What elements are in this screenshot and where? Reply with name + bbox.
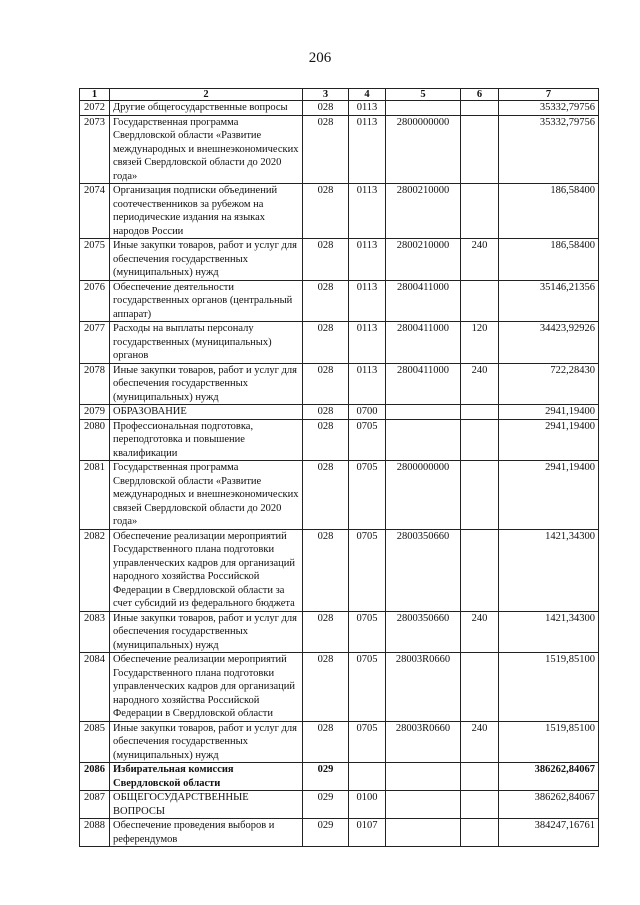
amount-cell: 2941,19400 — [499, 419, 599, 461]
item-name-cell: Избирательная комиссия Свердловской области — [110, 763, 303, 791]
section-code-cell: 0705 — [349, 611, 386, 653]
department-code-cell: 028 — [303, 721, 349, 763]
department-code-cell: 028 — [303, 184, 349, 239]
section-code-cell: 0705 — [349, 529, 386, 611]
table-row — [80, 611, 599, 653]
target-article-code-cell — [386, 101, 461, 116]
item-name-cell: Государственная программа Свердловской области «Развитие международных и внешнеэкономических связей Свердловской области до 2020 года» — [110, 115, 303, 184]
target-article-code-cell: 2800210000 — [386, 184, 461, 239]
item-name-cell: Организация подписки объединений соотечественников за рубежом на периодические издания на языках народов России — [110, 184, 303, 239]
row-number-cell: 2082 — [80, 529, 110, 611]
section-code-cell: 0107 — [349, 819, 386, 847]
row-number-cell: 2081 — [80, 461, 110, 530]
row-number-cell: 2087 — [80, 791, 110, 819]
row-number-cell: 2080 — [80, 419, 110, 461]
target-article-code-cell — [386, 819, 461, 847]
row-number-cell: 2083 — [80, 611, 110, 653]
target-article-code-cell: 28003R0660 — [386, 721, 461, 763]
target-article-code-cell: 2800000000 — [386, 461, 461, 530]
target-article-code-cell — [386, 419, 461, 461]
row-number-cell: 2077 — [80, 322, 110, 364]
header-col-6: 6 — [461, 89, 499, 101]
table-header-row — [80, 89, 599, 101]
item-name-cell: Обеспечение реализации мероприятий Государственного плана подготовки управленческих кадров для организаций народного хозяйства Российской Федерации в Свердловской области — [110, 653, 303, 722]
table-row — [80, 653, 599, 722]
row-number-cell: 2072 — [80, 101, 110, 116]
item-name-cell: Обеспечение деятельности государственных органов (центральный аппарат) — [110, 280, 303, 322]
amount-cell: 2941,19400 — [499, 461, 599, 530]
header-col-7: 7 — [499, 89, 599, 101]
item-name-cell: ОБРАЗОВАНИЕ — [110, 405, 303, 420]
table-row — [80, 819, 599, 847]
target-article-code-cell: 2800350660 — [386, 529, 461, 611]
item-name-cell: Профессиональная подготовка, переподготовка и повышение квалификации — [110, 419, 303, 461]
amount-cell: 35332,79756 — [499, 101, 599, 116]
department-code-cell: 029 — [303, 819, 349, 847]
expense-type-code-cell — [461, 819, 499, 847]
section-code-cell: 0113 — [349, 280, 386, 322]
section-code-cell: 0705 — [349, 461, 386, 530]
section-code-cell: 0113 — [349, 322, 386, 364]
amount-cell: 1421,34300 — [499, 611, 599, 653]
item-name-cell: Обеспечение реализации мероприятий Государственного плана подготовки управленческих кадров для организаций народного хозяйства Российской Федерации в Свердловской области за счет субсидий из федерального бюджета — [110, 529, 303, 611]
budget-table — [79, 88, 599, 847]
header-col-1: 1 — [80, 89, 110, 101]
department-code-cell: 028 — [303, 461, 349, 530]
row-number-cell: 2076 — [80, 280, 110, 322]
department-code-cell: 028 — [303, 280, 349, 322]
expense-type-code-cell: 240 — [461, 611, 499, 653]
table-row — [80, 101, 599, 116]
expense-type-code-cell — [461, 101, 499, 116]
section-code-cell: 0113 — [349, 115, 386, 184]
row-number-cell: 2086 — [80, 763, 110, 791]
expense-type-code-cell — [461, 791, 499, 819]
department-code-cell: 028 — [303, 363, 349, 405]
table-body — [80, 101, 599, 847]
department-code-cell: 028 — [303, 611, 349, 653]
target-article-code-cell: 2800411000 — [386, 322, 461, 364]
table-row — [80, 419, 599, 461]
table-row — [80, 791, 599, 819]
department-code-cell: 028 — [303, 529, 349, 611]
row-number-cell: 2075 — [80, 239, 110, 281]
expense-type-code-cell — [461, 280, 499, 322]
row-number-cell: 2078 — [80, 363, 110, 405]
row-number-cell: 2073 — [80, 115, 110, 184]
department-code-cell: 028 — [303, 419, 349, 461]
amount-cell: 186,58400 — [499, 239, 599, 281]
row-number-cell: 2074 — [80, 184, 110, 239]
department-code-cell: 028 — [303, 322, 349, 364]
item-name-cell: Иные закупки товаров, работ и услуг для обеспечения государственных (муниципальных) нужд — [110, 363, 303, 405]
amount-cell: 1519,85100 — [499, 653, 599, 722]
target-article-code-cell: 2800000000 — [386, 115, 461, 184]
amount-cell: 35332,79756 — [499, 115, 599, 184]
target-article-code-cell — [386, 791, 461, 819]
header-col-2: 2 — [110, 89, 303, 101]
amount-cell: 34423,92926 — [499, 322, 599, 364]
item-name-cell: Другие общегосударственные вопросы — [110, 101, 303, 116]
target-article-code-cell: 2800411000 — [386, 280, 461, 322]
amount-cell: 186,58400 — [499, 184, 599, 239]
item-name-cell: Расходы на выплаты персоналу государственных (муниципальных) органов — [110, 322, 303, 364]
amount-cell: 386262,84067 — [499, 763, 599, 791]
section-code-cell: 0705 — [349, 721, 386, 763]
expense-type-code-cell — [461, 653, 499, 722]
department-code-cell: 028 — [303, 653, 349, 722]
department-code-cell: 028 — [303, 115, 349, 184]
row-number-cell: 2085 — [80, 721, 110, 763]
section-code-cell: 0700 — [349, 405, 386, 420]
table-row — [80, 280, 599, 322]
item-name-cell: Обеспечение проведения выборов и референдумов — [110, 819, 303, 847]
table-row — [80, 322, 599, 364]
amount-cell: 1519,85100 — [499, 721, 599, 763]
table-row — [80, 405, 599, 420]
expense-type-code-cell — [461, 405, 499, 420]
table-row — [80, 763, 599, 791]
table-row — [80, 115, 599, 184]
table-row — [80, 529, 599, 611]
expense-type-code-cell — [461, 184, 499, 239]
row-number-cell: 2088 — [80, 819, 110, 847]
amount-cell: 35146,21356 — [499, 280, 599, 322]
amount-cell: 2941,19400 — [499, 405, 599, 420]
target-article-code-cell: 2800350660 — [386, 611, 461, 653]
expense-type-code-cell — [461, 419, 499, 461]
amount-cell: 386262,84067 — [499, 791, 599, 819]
item-name-cell: Иные закупки товаров, работ и услуг для обеспечения государственных (муниципальных) нужд — [110, 239, 303, 281]
row-number-cell: 2084 — [80, 653, 110, 722]
expense-type-code-cell: 240 — [461, 363, 499, 405]
department-code-cell: 028 — [303, 405, 349, 420]
table-row — [80, 461, 599, 530]
section-code-cell: 0113 — [349, 101, 386, 116]
expense-type-code-cell — [461, 115, 499, 184]
header-col-5: 5 — [386, 89, 461, 101]
expense-type-code-cell: 120 — [461, 322, 499, 364]
section-code-cell: 0113 — [349, 184, 386, 239]
item-name-cell: Иные закупки товаров, работ и услуг для обеспечения государственных (муниципальных) нужд — [110, 721, 303, 763]
section-code-cell: 0113 — [349, 363, 386, 405]
row-number-cell: 2079 — [80, 405, 110, 420]
target-article-code-cell: 2800411000 — [386, 363, 461, 405]
expense-type-code-cell — [461, 529, 499, 611]
table-row — [80, 239, 599, 281]
page-number: 206 — [308, 50, 332, 66]
table-row — [80, 721, 599, 763]
section-code-cell: 0705 — [349, 419, 386, 461]
expense-type-code-cell: 240 — [461, 721, 499, 763]
target-article-code-cell — [386, 763, 461, 791]
expense-type-code-cell — [461, 763, 499, 791]
table-row — [80, 184, 599, 239]
amount-cell: 384247,16761 — [499, 819, 599, 847]
section-code-cell: 0100 — [349, 791, 386, 819]
department-code-cell: 029 — [303, 763, 349, 791]
header-col-4: 4 — [349, 89, 386, 101]
section-code-cell — [349, 763, 386, 791]
expense-type-code-cell — [461, 461, 499, 530]
department-code-cell: 028 — [303, 239, 349, 281]
item-name-cell: ОБЩЕГОСУДАРСТВЕННЫЕ ВОПРОСЫ — [110, 791, 303, 819]
expense-type-code-cell: 240 — [461, 239, 499, 281]
item-name-cell: Государственная программа Свердловской области «Развитие международных и внешнеэкономических связей Свердловской области до 2020 года» — [110, 461, 303, 530]
target-article-code-cell: 28003R0660 — [386, 653, 461, 722]
target-article-code-cell — [386, 405, 461, 420]
target-article-code-cell: 2800210000 — [386, 239, 461, 281]
item-name-cell: Иные закупки товаров, работ и услуг для обеспечения государственных (муниципальных) нужд — [110, 611, 303, 653]
department-code-cell: 029 — [303, 791, 349, 819]
amount-cell: 1421,34300 — [499, 529, 599, 611]
amount-cell: 722,28430 — [499, 363, 599, 405]
table-row — [80, 363, 599, 405]
section-code-cell: 0705 — [349, 653, 386, 722]
department-code-cell: 028 — [303, 101, 349, 116]
section-code-cell: 0113 — [349, 239, 386, 281]
header-col-3: 3 — [303, 89, 349, 101]
